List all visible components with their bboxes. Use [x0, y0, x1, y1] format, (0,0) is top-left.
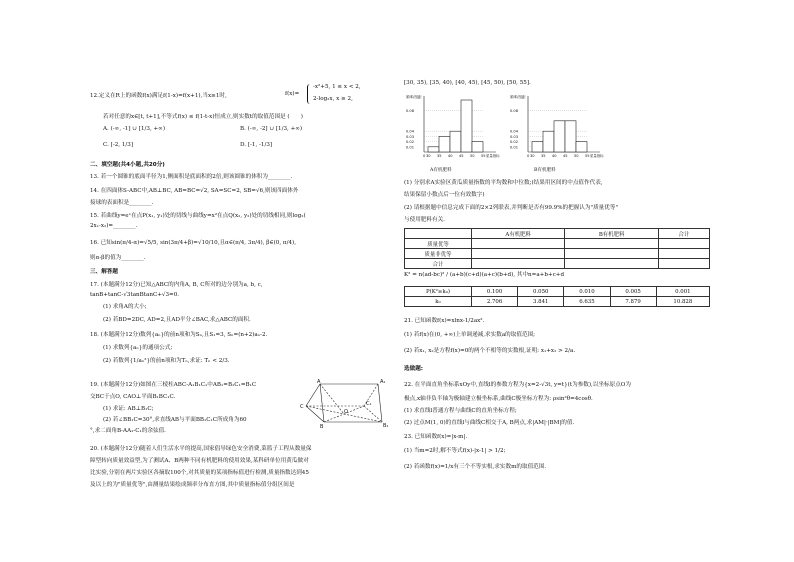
q19-text-1: 19. (本题满分12分)如图在三棱柱ABC-A₁B₁C₁中AB₁=B₁C₁=B₁C — [90, 382, 257, 388]
q12-piece1: -x²+5, 1 ≤ x < 2, — [313, 84, 361, 90]
x-tick-label: 30 — [530, 154, 535, 158]
q20-part-1: (1) 分别求A实验区黄瓜质量指数的平均数和中位数;(结果用区间的中点值作代表, — [404, 180, 603, 186]
critical-cell: 0.005 — [610, 287, 656, 297]
q21-part-2: (2) 若x₁, x₂是方程f(x)=0的两个不相等的实数根,证明: x₁+x₂ > 2/a. — [404, 348, 576, 354]
q19-text-2: 交BC于点O, CAO⊥平面B₁BC₁C. — [90, 394, 176, 400]
critical-row-k — [405, 297, 710, 307]
edge-a-c — [306, 384, 320, 406]
y-tick-label: 0.03 — [510, 134, 519, 139]
critical-cell: 3.841 — [518, 297, 564, 307]
contingency-header-row — [405, 229, 710, 239]
y-tick-label: 0.02 — [510, 140, 519, 145]
y-tick-label: 0.08 — [406, 108, 415, 113]
contingency-header-cell: 合计 — [658, 229, 709, 239]
y-tick-label: 0.04 — [406, 129, 415, 134]
svg-text:B: B — [320, 424, 324, 428]
q20-part-2-cont: 与使用肥料有关. — [404, 217, 445, 223]
q17-part-2: (2) 若BD=2DC, AD=2,且AD平分∠BAC,求△ABC的面积. — [103, 317, 251, 323]
q20-text-1: 20. (本题满分12分)随着人们生活水平的提高,国家倡导绿色安全消费,菜篮子工程从数量保 — [90, 446, 312, 452]
q19-part-2: (2) 若∠BB₁C=30°,求直线AB与平面BB₁C₁C所成角为60 — [103, 417, 247, 423]
q12-piece2: 2-log₂x, x ≥ 2, — [313, 96, 353, 102]
q13-text: 13. 若一个圆锥的底面半径为1,侧面积是底面积的2倍,则该圆锥的体积为________. — [90, 174, 293, 180]
svg-text:B₁: B₁ — [383, 423, 389, 428]
histogram-bar — [461, 100, 472, 152]
histogram-bar — [472, 142, 483, 152]
contingency-header-cell — [405, 229, 472, 239]
x-tick-label: 35 — [437, 154, 442, 158]
edge-c1-b1 — [364, 406, 382, 422]
critical-value-table — [404, 286, 710, 307]
y-tick-label: 0.08 — [510, 108, 519, 113]
critical-cell: 7.879 — [610, 297, 656, 307]
contingency-row — [405, 239, 710, 249]
y-tick-label: 0.02 — [406, 140, 415, 145]
contingency-table — [404, 228, 710, 269]
q19-part-2-cont: °,求二面角B-AA₁-C₁的余弦值. — [90, 428, 166, 434]
q16-text-2: 则α-β的值为________. — [90, 255, 146, 261]
contingency-header-cell: B有机肥料 — [565, 229, 659, 239]
q17-part-1: (1) 求角A的大小; — [103, 304, 147, 310]
y-tick-label: 0.03 — [406, 134, 415, 139]
q20-text-2: 障型转向质量效益型,为了测试A、B两种不同有机肥料的使用效果,某科研单位用黄瓜做对 — [90, 458, 309, 464]
critical-cell: k₀ — [405, 297, 472, 307]
critical-cell: 6.635 — [564, 297, 610, 307]
y-tick-label: 0.01 — [510, 145, 519, 150]
histogram-bar — [576, 142, 587, 152]
histogram-b-caption: B有机肥料 — [534, 168, 556, 173]
q22-text-1: 22. 在平面直角坐标系xOy中,直线l的参数方程为{x=2-√3t, y=t}(t为参数),以坐标原点O为 — [404, 382, 631, 388]
contingency-row-label: 质量优等 — [405, 239, 472, 249]
q22-part-2: (2) 过点M(1, 0)的直线l与曲线C相交于A, B两点,求|AM|·|BM|的值. — [404, 420, 575, 426]
section-2-title: 二、填空题(共4小题,共20分) — [90, 162, 165, 168]
critical-cell: 2.706 — [472, 297, 518, 307]
histogram-bar — [554, 121, 565, 152]
histogram-bar — [543, 131, 554, 152]
histogram-b — [508, 92, 614, 164]
q12-option-d: D. [-1, -1/3] — [240, 142, 273, 148]
svg-text:O: O — [344, 409, 348, 415]
critical-cell: 0.001 — [656, 287, 709, 297]
x-tick-label: 35 — [541, 154, 546, 158]
q12-option-c: C. [-2, 1/3] — [103, 142, 134, 148]
q12-fx-label: f(x)= — [285, 91, 300, 97]
contingency-row — [405, 249, 710, 259]
contingency-row-label: 合计 — [405, 259, 472, 269]
q17-text-1: 17. (本题满分12分)已知△ABC的内角A, B, C所对的边分别为a, b, c, — [90, 282, 263, 288]
x-axis-label: 质量指标 — [486, 154, 500, 158]
q14-text-1: 14. 在四面体S-ABC中,AB⊥BC, AB=BC=√2, SA=SC=2, SB=√6,则该四面体外 — [90, 188, 299, 194]
histogram-a — [404, 92, 510, 164]
q12-brace — [307, 84, 312, 104]
svg-text:A₁: A₁ — [380, 379, 386, 385]
q12-option-a: A. (-∞, -1] ∪ [1/3, +∞) — [103, 126, 166, 132]
prism-figure — [300, 378, 390, 428]
critical-cell: 0.050 — [518, 287, 564, 297]
q21-part-1: (1) 若f(x)在(0, +∞)上单调递减,求实数a的取值范围; — [404, 332, 536, 338]
histogram-bar — [565, 121, 576, 152]
q18-part-2: (2) 若数列{1/aₙ²}的前n项和为Tₙ,求证: Tₙ < 2/3. — [103, 358, 230, 364]
histogram-a-caption: A有机肥料 — [430, 168, 452, 173]
critical-cell: P(K²≥k₀) — [405, 287, 472, 297]
q23-part-2: (2) 若函数f(x)=1/x有三个不等实根,求实数m的取值范围. — [404, 464, 547, 470]
histogram-bar — [439, 136, 450, 152]
y-axis-label: 频率/组距 — [510, 95, 526, 99]
section-3-title: 三、解答题 — [90, 269, 118, 275]
y-tick-label: 0.01 — [406, 145, 415, 150]
q22-part-1: (1) 求直线l普通方程与曲线C的直角坐标方程; — [404, 408, 517, 414]
svg-text:C₁: C₁ — [366, 401, 372, 407]
contingency-row-label: 质量非优等 — [405, 249, 472, 259]
q23-text-1: 23. 已知函数f(x)=|x-m|. — [404, 434, 468, 440]
critical-row-p — [405, 287, 710, 297]
x-axis-label: 质量指标 — [590, 154, 604, 158]
q20-intervals: [30, 35), [35, 40), [40, 45), [45, 50), [50, 55]. — [404, 80, 531, 86]
histogram-bar — [532, 142, 543, 152]
q22-text-2: 极点,x轴非负半轴为极轴建立极坐标系,曲线C极坐标方程为: ρsin²θ=4cosθ. — [404, 396, 593, 402]
q12-option-b: B. (-∞, -2] ∪ [1/3, +∞) — [240, 126, 303, 132]
q20-part-2: (2) 请根据题中信息完成下面的2×2列联表,并判断是否有99.9%的把握认为"质量优等" — [404, 205, 619, 211]
x-tick-label: 40 — [552, 154, 557, 158]
section-4-title: 选做题: — [404, 366, 424, 372]
svg-text:C: C — [300, 404, 304, 410]
edge-c-b — [306, 406, 324, 422]
y-axis-label: 频率/组距 — [406, 95, 422, 99]
q21-text-1: 21. 已知函数f(x)=xlnx-1/2ax². — [404, 318, 485, 324]
contingency-header-cell: A有机肥料 — [472, 229, 565, 239]
critical-cell: 0.100 — [472, 287, 518, 297]
q19-part-1: (1) 求证: AB⊥B₁C; — [103, 406, 154, 412]
edge-a-b — [320, 384, 324, 422]
histogram-bar — [428, 147, 439, 152]
q15-text-2: 2x₁-x₂)=________. — [90, 223, 138, 229]
critical-cell: 0.010 — [564, 287, 610, 297]
q17-text-2: tanB+tanC-√3tanBtanC+√3=0. — [90, 292, 180, 298]
x-tick-label: 30 — [426, 154, 431, 158]
histogram-bar — [450, 131, 461, 152]
q16-text-1: 16. 已知sin(π/4-α)=√5/5, sin(3π/4+β)=√10/10,且α∈(π/4, 3π/4), β∈(0, π/4), — [90, 240, 297, 246]
edge-a1-b1 — [378, 384, 382, 422]
critical-cell: 10.828 — [656, 297, 709, 307]
contingency-row — [405, 259, 710, 269]
x-tick-label: 50 — [470, 154, 475, 158]
x-tick-label: 55 — [585, 154, 590, 158]
x-tick-label: 45 — [459, 154, 464, 158]
q20-part-1-note: 结果保留小数点后一位有效数字) — [404, 192, 485, 198]
x-tick-label: 45 — [563, 154, 568, 158]
svg-text:A: A — [317, 379, 321, 385]
q18-text-1: 18. (本题满分12分)数列{aₙ}的前n项和为Sₙ,且S₁=3, Sₙ=(n+2)aₙ-2. — [90, 332, 268, 338]
x-tick-label: 0 — [527, 154, 530, 158]
y-tick-label: 0.04 — [510, 129, 519, 134]
x-tick-label: 55 — [481, 154, 486, 158]
x-tick-label: 0 — [423, 154, 426, 158]
q12-line1: 12.定义在R上的函数f(x)满足f(1-x)=f(x+1),当x≥1时, — [90, 93, 227, 99]
q20-text-4: 及以上的为"质量优等",由测量结果绘成频率分布直方图,其中质量指标值分组区间是 — [90, 482, 295, 488]
q20-text-3: 比实验,分别在两片实验区各摘取100个,对其质量的某项指标值进行检测,质量指数达到45 — [90, 470, 309, 476]
q12-line2: 若对任意的x∈[t, t+1],不等式f(x) ≤ f(1-t-x)恒成立,则实数t的取值范围是 ( ) — [103, 114, 303, 120]
q15-text-1: 15. 若曲线y=eˣ在点P(x₁, y₁)处的切线与曲线y=x²在点Q(x₂, y₂)处的切线相同,则log₂( — [90, 213, 306, 219]
x-tick-label: 50 — [574, 154, 579, 158]
q18-part-1: (1) 求数列{aₙ}的通项公式; — [103, 345, 173, 351]
x-tick-label: 40 — [448, 154, 453, 158]
q23-part-1: (1) 当m=2时,解不等式f(x)-|x-1| > 1/2; — [404, 448, 506, 454]
chi-square-formula: K² = n(ad-bc)² / (a+b)(c+d)(a+c)(b+d), 其中n=a+b+c+d — [404, 272, 565, 278]
q14-text-2: 接球的表面积是________. — [90, 200, 154, 206]
